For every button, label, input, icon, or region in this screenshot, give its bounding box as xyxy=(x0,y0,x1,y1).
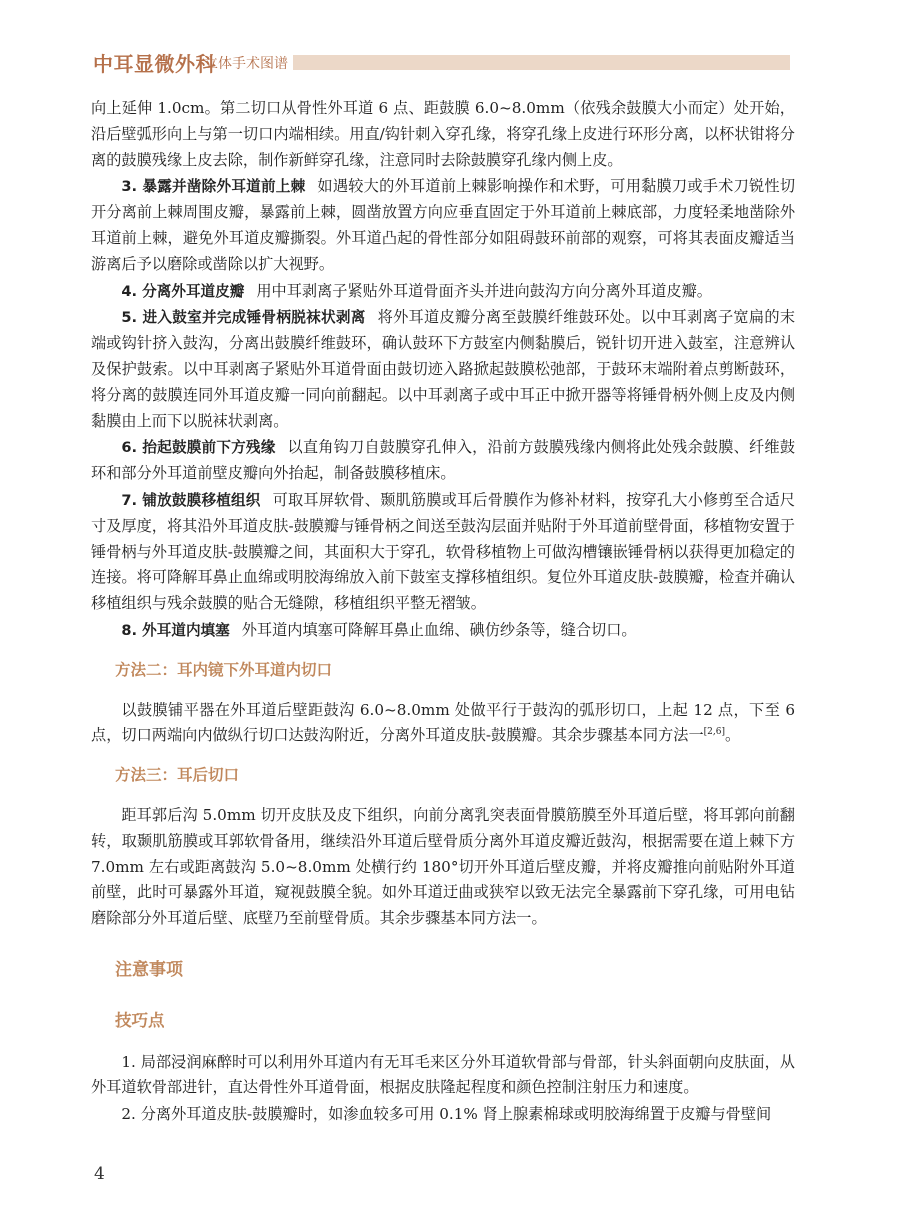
step-7 xyxy=(91,488,795,617)
step-5-text: 将外耳道皮瓣分离至鼓膜纤维鼓环处。以中耳剥离子宽扁的末端或钩针挤入鼓沟，分离出鼓膜纤维鼓环，确认鼓环下方鼓室内侧黏膜后，锐针切开进入鼓室，注意辨认及保护鼓索。以中耳剥离子紧贴外耳道骨面由鼓切迹入路掀起鼓膜松弛部，于鼓环末端附着点剪断鼓环，将分离的鼓膜连同外耳道皮瓣一同向前翻起。以中耳剥离子或中耳正中掀开器等将锤骨柄外侧上皮及内侧黏膜由上而下以脱袜状剥离。 xyxy=(91,308,796,430)
book-title: 中耳显微外科 xyxy=(93,52,216,76)
step-4 xyxy=(91,279,795,305)
step-8-text: 外耳道内填塞可降解耳鼻止血绵、碘仿纱条等，缝合切口。 xyxy=(241,620,637,639)
header-decor-bar xyxy=(293,55,790,70)
method-2-end: 。 xyxy=(724,726,741,745)
method-3-text: 距耳郭后沟 5.0mm 切开皮肤及皮下组织，向前分离乳突表面骨膜筋膜至外耳道后壁，将耳郭向前翻转，取颞肌筋膜或耳郭软骨备用，继续沿外耳道后壁骨质分离外耳道皮瓣近鼓沟，根据需要在道上棘下方 7.0mm 左右或距离鼓沟 5.0~8.0mm 处横行约 180°切开外耳道后壁皮瓣，并将皮瓣推向前贴附外耳道前壁，此时可暴露外耳道，窥视鼓膜全貌。如外耳道迂曲或狭窄以致无法完全暴露前下穿孔缘，可用电钻磨除部分外耳道后壁、底壁乃至前壁骨质。其余步骤基本同方法一。 xyxy=(91,805,795,928)
page-body xyxy=(91,96,795,1129)
book-subtitle: 立体手术图谱 xyxy=(204,56,288,72)
step-6-text: 以直角钩刀自鼓膜穿孔伸入，沿前方鼓膜残缘内侧将此处残余鼓膜、纤维鼓环和部分外耳道前壁皮瓣向外抬起，制备鼓膜移植床。 xyxy=(91,438,796,483)
step-5 xyxy=(91,305,795,434)
step-6 xyxy=(91,435,795,487)
step-3-text: 如遇较大的外耳道前上棘影响操作和术野，可用黏膜刀或手术刀锐性切开分离前上棘周围皮瓣，暴露前上棘，圆凿放置方向应垂直固定于外耳道前上棘底部，力度轻柔地凿除外耳道前上棘，避免外耳道皮瓣撕裂。外耳道凸起的骨性部分如阻碍鼓环前部的观察，可将其表面皮瓣适当游离后予以磨除或凿除以扩大视野。 xyxy=(91,177,796,273)
notes-heading: 注意事项 xyxy=(115,959,183,980)
step-8-title: 8. 外耳道内填塞 xyxy=(121,621,230,639)
method-3-heading: 方法三：耳后切口 xyxy=(115,766,240,785)
method-2-text xyxy=(91,698,795,750)
tip-1: 1. 局部浸润麻醉时可以利用外耳道内有无耳毛来区分外耳道软骨部与骨部，针头斜面朝向皮肤面，从外耳道软骨部进针，直达骨性外耳道骨面，根据皮肤隆起程度和颜色控制注射压力和速度。 xyxy=(91,1052,795,1097)
method-2-heading: 方法二：耳内镜下外耳道内切口 xyxy=(115,660,333,679)
step-7-title: 7. 铺放鼓膜移植组织 xyxy=(121,491,261,509)
method-2-body: 以鼓膜铺平器在外耳道后壁距鼓沟 6.0~8.0mm 处做平行于鼓沟的弧形切口，上起 12 点，下至 6 点，切口两端向内做纵行切口达鼓沟附近，分离外耳道皮肤-鼓膜瓣。其余步骤基本同方法一 xyxy=(91,700,795,745)
step-6-title: 6. 抬起鼓膜前下方残缘 xyxy=(121,439,276,457)
page-number: 4 xyxy=(94,1164,105,1184)
paragraph-continued: 向上延伸 1.0cm。第二切口从骨性外耳道 6 点、距鼓膜 6.0~8.0mm（依残余鼓膜大小而定）处开始，沿后壁弧形向上与第一切口内端相续。用直/钩针刺入穿孔缘，将穿孔缘上皮进行环形分离，以杯状钳将分离的鼓膜残缘上皮去除，制作新鲜穿孔缘，注意同时去除鼓膜穿孔缘内侧上皮。 xyxy=(91,99,795,169)
step-3-title: 3. 暴露并凿除外耳道前上棘 xyxy=(121,178,306,196)
citation-ref: [2,6] xyxy=(703,727,725,738)
step-4-text: 用中耳剥离子紧贴外耳道骨面齐头并进向鼓沟方向分离外耳道皮瓣。 xyxy=(256,281,712,300)
tips-heading: 技巧点 xyxy=(115,1010,165,1030)
tip-2: 2. 分离外耳道皮肤-鼓膜瓣时，如渗血较多可用 0.1% 肾上腺素棉球或明胶海绵置于皮瓣与骨壁间 xyxy=(121,1105,772,1124)
running-header xyxy=(93,46,793,76)
step-3 xyxy=(91,174,795,277)
step-7-text: 可取耳屏软骨、颞肌筋膜或耳后骨膜作为修补材料，按穿孔大小修剪至合适尺寸及厚度，将其沿外耳道皮肤-鼓膜瓣与锤骨柄之间送至鼓沟层面并贴附于外耳道前壁骨面，移植物安置于锤骨柄与外耳道皮肤-鼓膜瓣之间，其面积大于穿孔，软骨移植物上可做沟槽镶嵌锤骨柄以获得更加稳定的连接。将可降解耳鼻止血绵或明胶海绵放入前下鼓室支撑移植组织。复位外耳道皮肤-鼓膜瓣，检查并确认移植组织与残余鼓膜的贴合无缝隙，移植组织平整无褶皱。 xyxy=(91,490,796,613)
step-8 xyxy=(91,618,795,644)
step-5-title: 5. 进入鼓室并完成锤骨柄脱袜状剥离 xyxy=(121,309,366,327)
step-4-title: 4. 分离外耳道皮瓣 xyxy=(121,282,245,300)
